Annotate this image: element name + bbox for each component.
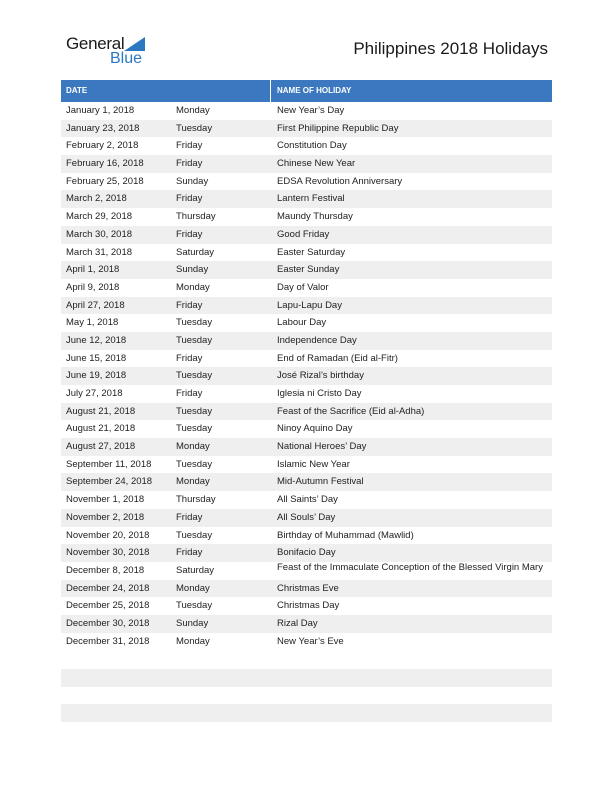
holiday-weekday: Friday — [176, 228, 203, 240]
holiday-name: Chinese New Year — [277, 158, 356, 170]
holiday-date: September 11, 2018 — [66, 458, 152, 470]
holiday-weekday: Tuesday — [176, 423, 213, 435]
table-row — [61, 332, 552, 350]
holiday-name: Rizal Day — [277, 617, 318, 629]
table-row — [61, 509, 552, 527]
holiday-weekday: Monday — [176, 476, 210, 488]
table-row — [61, 491, 552, 509]
holiday-date: January 23, 2018 — [66, 122, 140, 134]
holiday-weekday: Tuesday — [176, 529, 213, 541]
table-row — [61, 155, 552, 173]
holiday-date: January 1, 2018 — [66, 105, 135, 116]
holiday-weekday: Friday — [176, 193, 203, 205]
holiday-date: March 2, 2018 — [66, 193, 127, 205]
holiday-date: March 30, 2018 — [66, 228, 133, 240]
holiday-date: September 24, 2018 — [66, 476, 153, 488]
header-holiday-name: NAME OF HOLIDAY — [277, 86, 352, 95]
table-row — [61, 137, 552, 155]
holiday-date: July 27, 2018 — [66, 388, 123, 399]
holiday-name: End of Ramadan (Eid al-Fitr) — [277, 352, 398, 364]
table-row — [61, 261, 552, 279]
holiday-name: All Souls’ Day — [277, 511, 336, 523]
holiday-date: February 16, 2018 — [66, 158, 144, 170]
holiday-date: December 25, 2018 — [66, 600, 150, 612]
holiday-weekday: Thursday — [176, 211, 216, 223]
holiday-name: Birthday of Muhammad (Mawlid) — [277, 529, 414, 541]
holiday-name: New Year’s Day — [277, 105, 345, 116]
holiday-date: August 21, 2018 — [66, 423, 136, 435]
holiday-date: March 29, 2018 — [66, 211, 133, 223]
holiday-name: Day of Valor — [277, 281, 329, 293]
table-row — [61, 527, 552, 545]
holiday-name: Independence Day — [277, 334, 357, 346]
holiday-name: National Heroes’ Day — [277, 441, 367, 453]
table-header — [61, 80, 552, 102]
holiday-date: April 27, 2018 — [66, 299, 125, 311]
holiday-name: Iglesia ni Cristo Day — [277, 388, 362, 399]
holiday-weekday: Tuesday — [176, 122, 213, 134]
holiday-name: Lantern Festival — [277, 193, 345, 205]
holiday-weekday: Tuesday — [176, 405, 213, 417]
header-date: DATE — [61, 80, 271, 102]
holiday-date: May 1, 2018 — [66, 317, 119, 329]
holiday-name: Christmas Day — [277, 600, 340, 612]
holiday-date: June 15, 2018 — [66, 352, 127, 364]
logo-triangle-icon — [124, 37, 145, 51]
table-row — [61, 350, 552, 368]
holiday-table — [61, 80, 552, 650]
holiday-name: Christmas Eve — [277, 582, 339, 594]
holiday-weekday: Saturday — [176, 246, 215, 258]
holiday-date: December 30, 2018 — [66, 617, 150, 629]
table-row — [61, 120, 552, 138]
holiday-weekday: Tuesday — [176, 334, 213, 346]
holiday-name: Feast of the Sacrifice (Eid al-Adha) — [277, 405, 425, 417]
table-row — [61, 102, 552, 120]
table-row — [61, 562, 552, 580]
holiday-date: December 31, 2018 — [66, 635, 150, 647]
logo-text-blue: Blue — [110, 50, 143, 67]
table-row — [61, 367, 552, 385]
table-row — [61, 173, 552, 191]
holiday-weekday: Friday — [176, 140, 203, 152]
holiday-weekday: Sunday — [176, 264, 209, 276]
holiday-weekday: Monday — [176, 281, 210, 293]
holiday-date: December 8, 2018 — [66, 564, 145, 576]
holiday-weekday: Friday — [176, 388, 203, 399]
holiday-name: Maundy Thursday — [277, 211, 353, 223]
table-row — [61, 226, 552, 244]
holiday-name: Lapu-Lapu Day — [277, 299, 342, 311]
table-row — [61, 420, 552, 438]
holiday-date: April 9, 2018 — [66, 281, 120, 293]
holiday-name: Constitution Day — [277, 140, 347, 152]
holiday-weekday: Friday — [176, 511, 203, 523]
holiday-name: First Philippine Republic Day — [277, 122, 399, 134]
holiday-weekday: Monday — [176, 441, 210, 453]
holiday-name: Bonifacio Day — [277, 547, 336, 559]
holiday-date: February 25, 2018 — [66, 175, 144, 187]
table-body — [61, 102, 552, 650]
holiday-weekday: Sunday — [176, 175, 209, 187]
holiday-name: Mid-Autumn Festival — [277, 476, 364, 488]
holiday-name: EDSA Revolution Anniversary — [277, 175, 403, 187]
table-row — [61, 580, 552, 598]
holiday-date: August 27, 2018 — [66, 441, 136, 453]
empty-row — [61, 704, 552, 722]
holiday-weekday: Tuesday — [176, 600, 213, 612]
holiday-name: Islamic New Year — [277, 458, 350, 470]
holiday-weekday: Sunday — [176, 617, 209, 629]
table-row — [61, 615, 552, 633]
holiday-name: Good Friday — [277, 228, 330, 240]
holiday-date: April 1, 2018 — [66, 264, 120, 276]
table-row — [61, 244, 552, 262]
holiday-weekday: Friday — [176, 158, 203, 170]
holiday-date: December 24, 2018 — [66, 582, 150, 594]
holiday-weekday: Saturday — [176, 564, 215, 576]
holiday-date: June 12, 2018 — [66, 334, 127, 346]
holiday-date: February 2, 2018 — [66, 140, 139, 152]
table-row — [61, 403, 552, 421]
table-row — [61, 314, 552, 332]
holiday-weekday: Tuesday — [176, 317, 213, 329]
table-row — [61, 597, 552, 615]
holiday-name: Labour Day — [277, 317, 327, 329]
table-row — [61, 208, 552, 226]
holiday-name: Easter Saturday — [277, 246, 346, 258]
table-row — [61, 473, 552, 491]
generalblue-logo — [66, 34, 156, 68]
holiday-date: November 1, 2018 — [66, 494, 145, 506]
holiday-weekday: Friday — [176, 352, 203, 364]
holiday-weekday: Tuesday — [176, 458, 213, 470]
table-row — [61, 297, 552, 315]
table-row — [61, 279, 552, 297]
empty-row — [61, 669, 552, 687]
table-row — [61, 190, 552, 208]
holiday-date: June 19, 2018 — [66, 370, 127, 382]
holiday-name: New Year’s Eve — [277, 635, 344, 647]
holiday-date: August 21, 2018 — [66, 405, 136, 417]
holiday-weekday: Monday — [176, 635, 210, 647]
holiday-date: November 30, 2018 — [66, 547, 150, 559]
table-row — [61, 633, 552, 651]
table-row — [61, 544, 552, 562]
holiday-date: March 31, 2018 — [66, 246, 133, 258]
holiday-name: Easter Sunday — [277, 264, 340, 276]
logo-text-general: General — [66, 34, 125, 53]
holiday-weekday: Monday — [176, 105, 210, 116]
table-row — [61, 438, 552, 456]
holiday-weekday: Monday — [176, 582, 210, 594]
holiday-weekday: Friday — [176, 547, 203, 559]
holiday-weekday: Tuesday — [176, 370, 213, 382]
holiday-name: Ninoy Aquino Day — [277, 423, 353, 435]
holiday-name: José Rizal’s birthday — [277, 370, 364, 382]
holiday-weekday: Thursday — [176, 494, 216, 506]
holiday-name: All Saints’ Day — [277, 494, 338, 506]
holiday-date: November 20, 2018 — [66, 529, 150, 541]
holiday-date: November 2, 2018 — [66, 511, 145, 523]
holiday-weekday: Friday — [176, 299, 203, 311]
holiday-name: Feast of the Immaculate Conception of the Blessed Virgin Mary — [277, 561, 543, 573]
table-row — [61, 456, 552, 474]
page-title: Philippines 2018 Holidays — [353, 39, 548, 58]
table-row — [61, 385, 552, 403]
